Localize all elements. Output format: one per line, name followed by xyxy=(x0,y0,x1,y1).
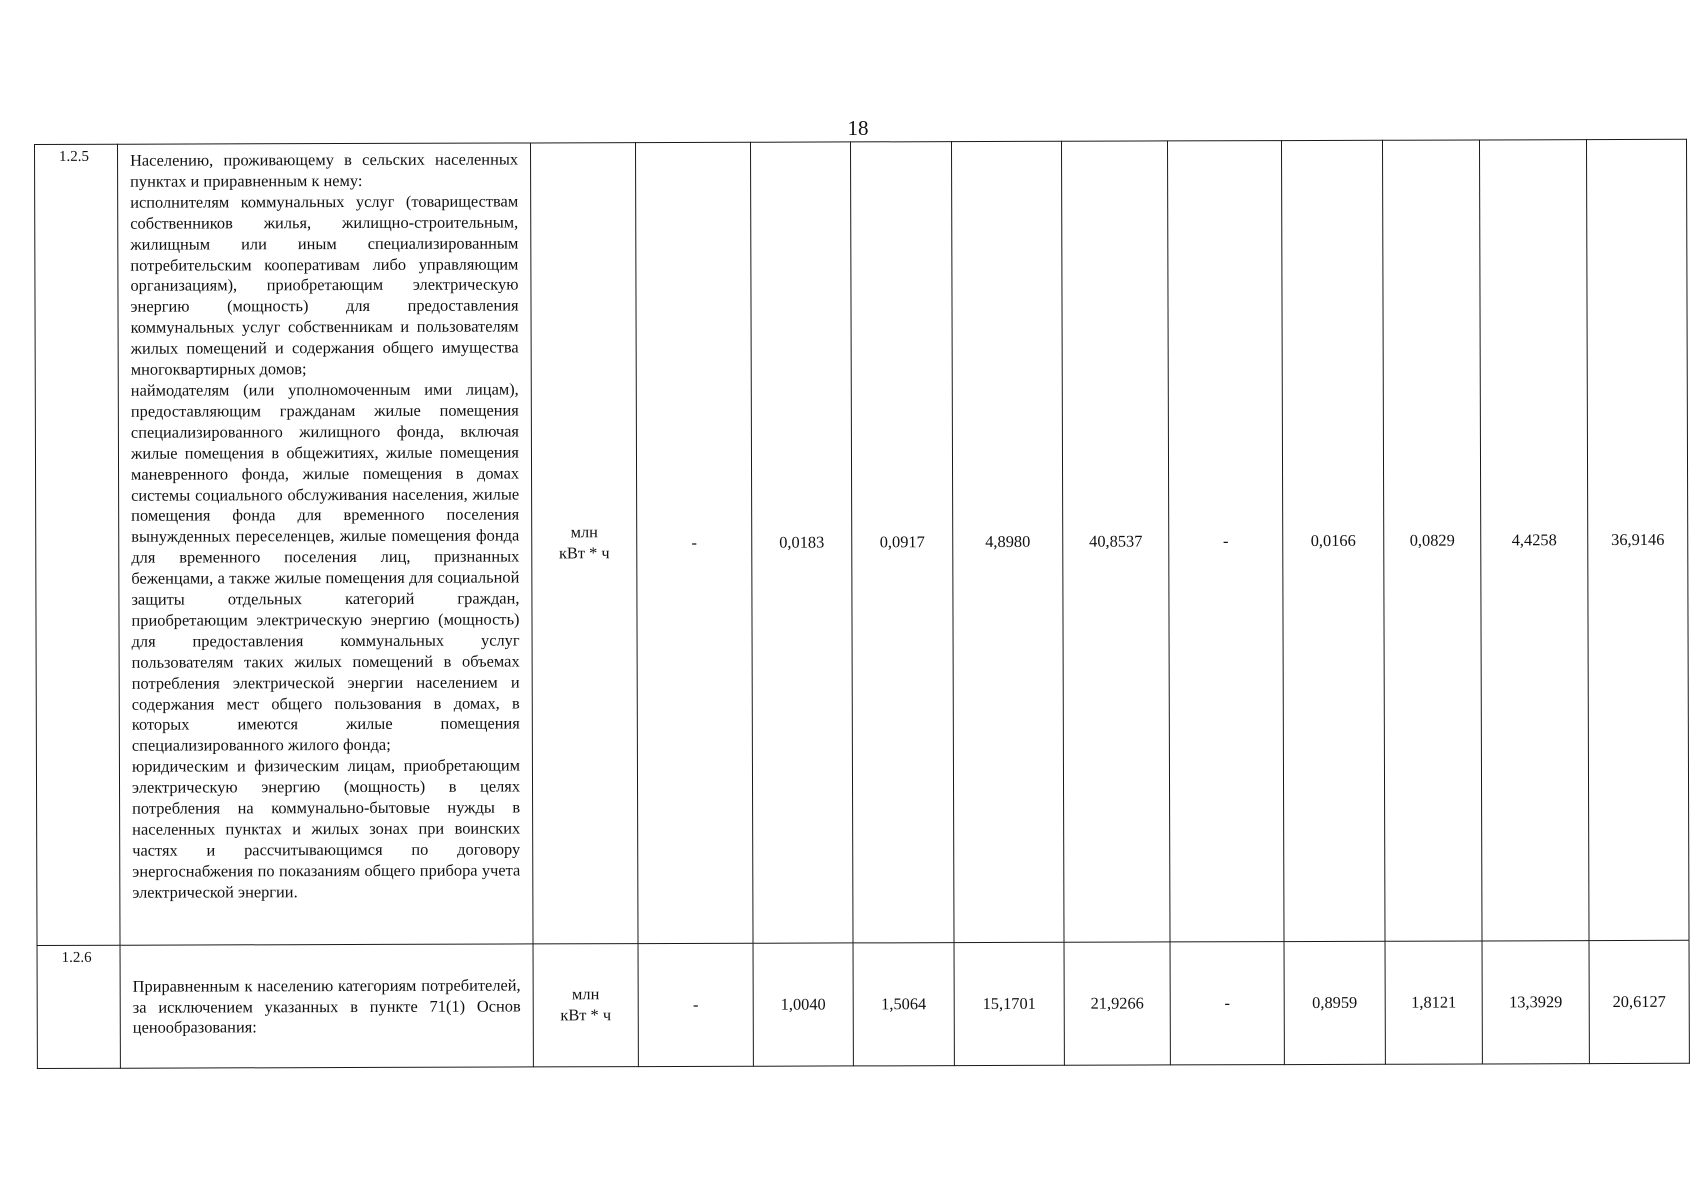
value-cell: 0,8959 xyxy=(1284,941,1385,1064)
value-cell: 0,0166 xyxy=(1281,140,1385,941)
row-description xyxy=(120,944,533,1068)
unit-cell xyxy=(533,944,638,1067)
value-cell: 40,8537 xyxy=(1061,141,1170,942)
row-number: 1.2.5 xyxy=(35,144,121,945)
unit-line: млн xyxy=(570,522,598,542)
value-cell: 0,0829 xyxy=(1382,140,1482,941)
value-cell: 15,1701 xyxy=(954,942,1064,1065)
value-cell: 1,5064 xyxy=(853,943,954,1066)
unit-cell xyxy=(530,143,638,944)
unit-line: млн xyxy=(571,984,600,1004)
description-paragraph: наймодателям (или уполномоченным ими лицам), предоставляющим гражданам жилые помещения специализированного жилищного фонда, включая жилые помещения в общежитиях, жилые помещения маневренного фонда, жилые помещения в домах системы социального обслуживания населения, жилые помещения фонда для временного поселения вынужденных переселенцев, жилые помещения фонда для временного поселения лиц, признанных беженцами, а также жилые помещения для социальной защиты отдельных категорий граждан, приобретающим электрическую энергию (мощность) для предоставления коммунальных услуг пользователям таких жилых помещений в объемах потребления электрической энергии населением и содержания мест общего пользования в домах, в которых имеются жилые помещения специализированного жилого фонда; xyxy=(130,379,520,756)
page-number: 18 xyxy=(847,116,869,140)
value-cell: - xyxy=(1170,942,1284,1065)
value-cell: 0,0917 xyxy=(850,142,954,943)
description-paragraph: Населению, проживающему в сельских населенных пунктах и приравненным к нему: xyxy=(130,149,519,191)
table-row xyxy=(35,139,1690,945)
value-cell: 1,0040 xyxy=(753,943,853,1066)
value-cell: 36,9146 xyxy=(1586,139,1689,940)
value-cell: - xyxy=(1167,141,1284,942)
row-description xyxy=(118,143,534,945)
unit-line: кВт * ч xyxy=(560,1005,612,1025)
value-cell: 0,0183 xyxy=(750,142,853,943)
value-cell: 13,3929 xyxy=(1482,941,1589,1064)
value-cell: 20,6127 xyxy=(1589,940,1689,1063)
value-cell: 4,8980 xyxy=(951,141,1064,942)
value-cell: 21,9266 xyxy=(1064,942,1170,1065)
value-cell: 1,8121 xyxy=(1385,941,1482,1064)
row-number: 1.2.6 xyxy=(37,945,120,1068)
value-cell: - xyxy=(638,943,753,1066)
table-row xyxy=(37,940,1689,1068)
tariff-balance-table xyxy=(34,139,1690,1069)
description-paragraph: Приравненным к населению категориям потребителей, за исключением указанных в пункте 71(1) Основ ценообразования: xyxy=(132,975,521,1038)
description-paragraph: исполнителям коммунальных услуг (товариществам собственников жилья, жилищно-строительным, жилищным или иным специализированным потребительским кооперативам либо управляющим организациям), приобретающим электрическую энергию (мощность) для предоставления коммунальных услуг собственникам и пользователям жилых помещений и содержания общего имущества многоквартирных домов; xyxy=(130,191,519,379)
description-paragraph: юридическим и физическим лицам, приобретающим электрическую энергию (мощность) в целях потребления на коммунально-бытовые нужды в населенных пунктах и жилых зонах при воинских частях и рассчитывающимся по договору энергоснабжения по показаниям общего прибора учета электрической энергии. xyxy=(131,755,521,902)
value-cell: - xyxy=(635,142,753,943)
unit-line: кВт * ч xyxy=(558,543,610,563)
value-cell: 4,4258 xyxy=(1479,140,1589,941)
